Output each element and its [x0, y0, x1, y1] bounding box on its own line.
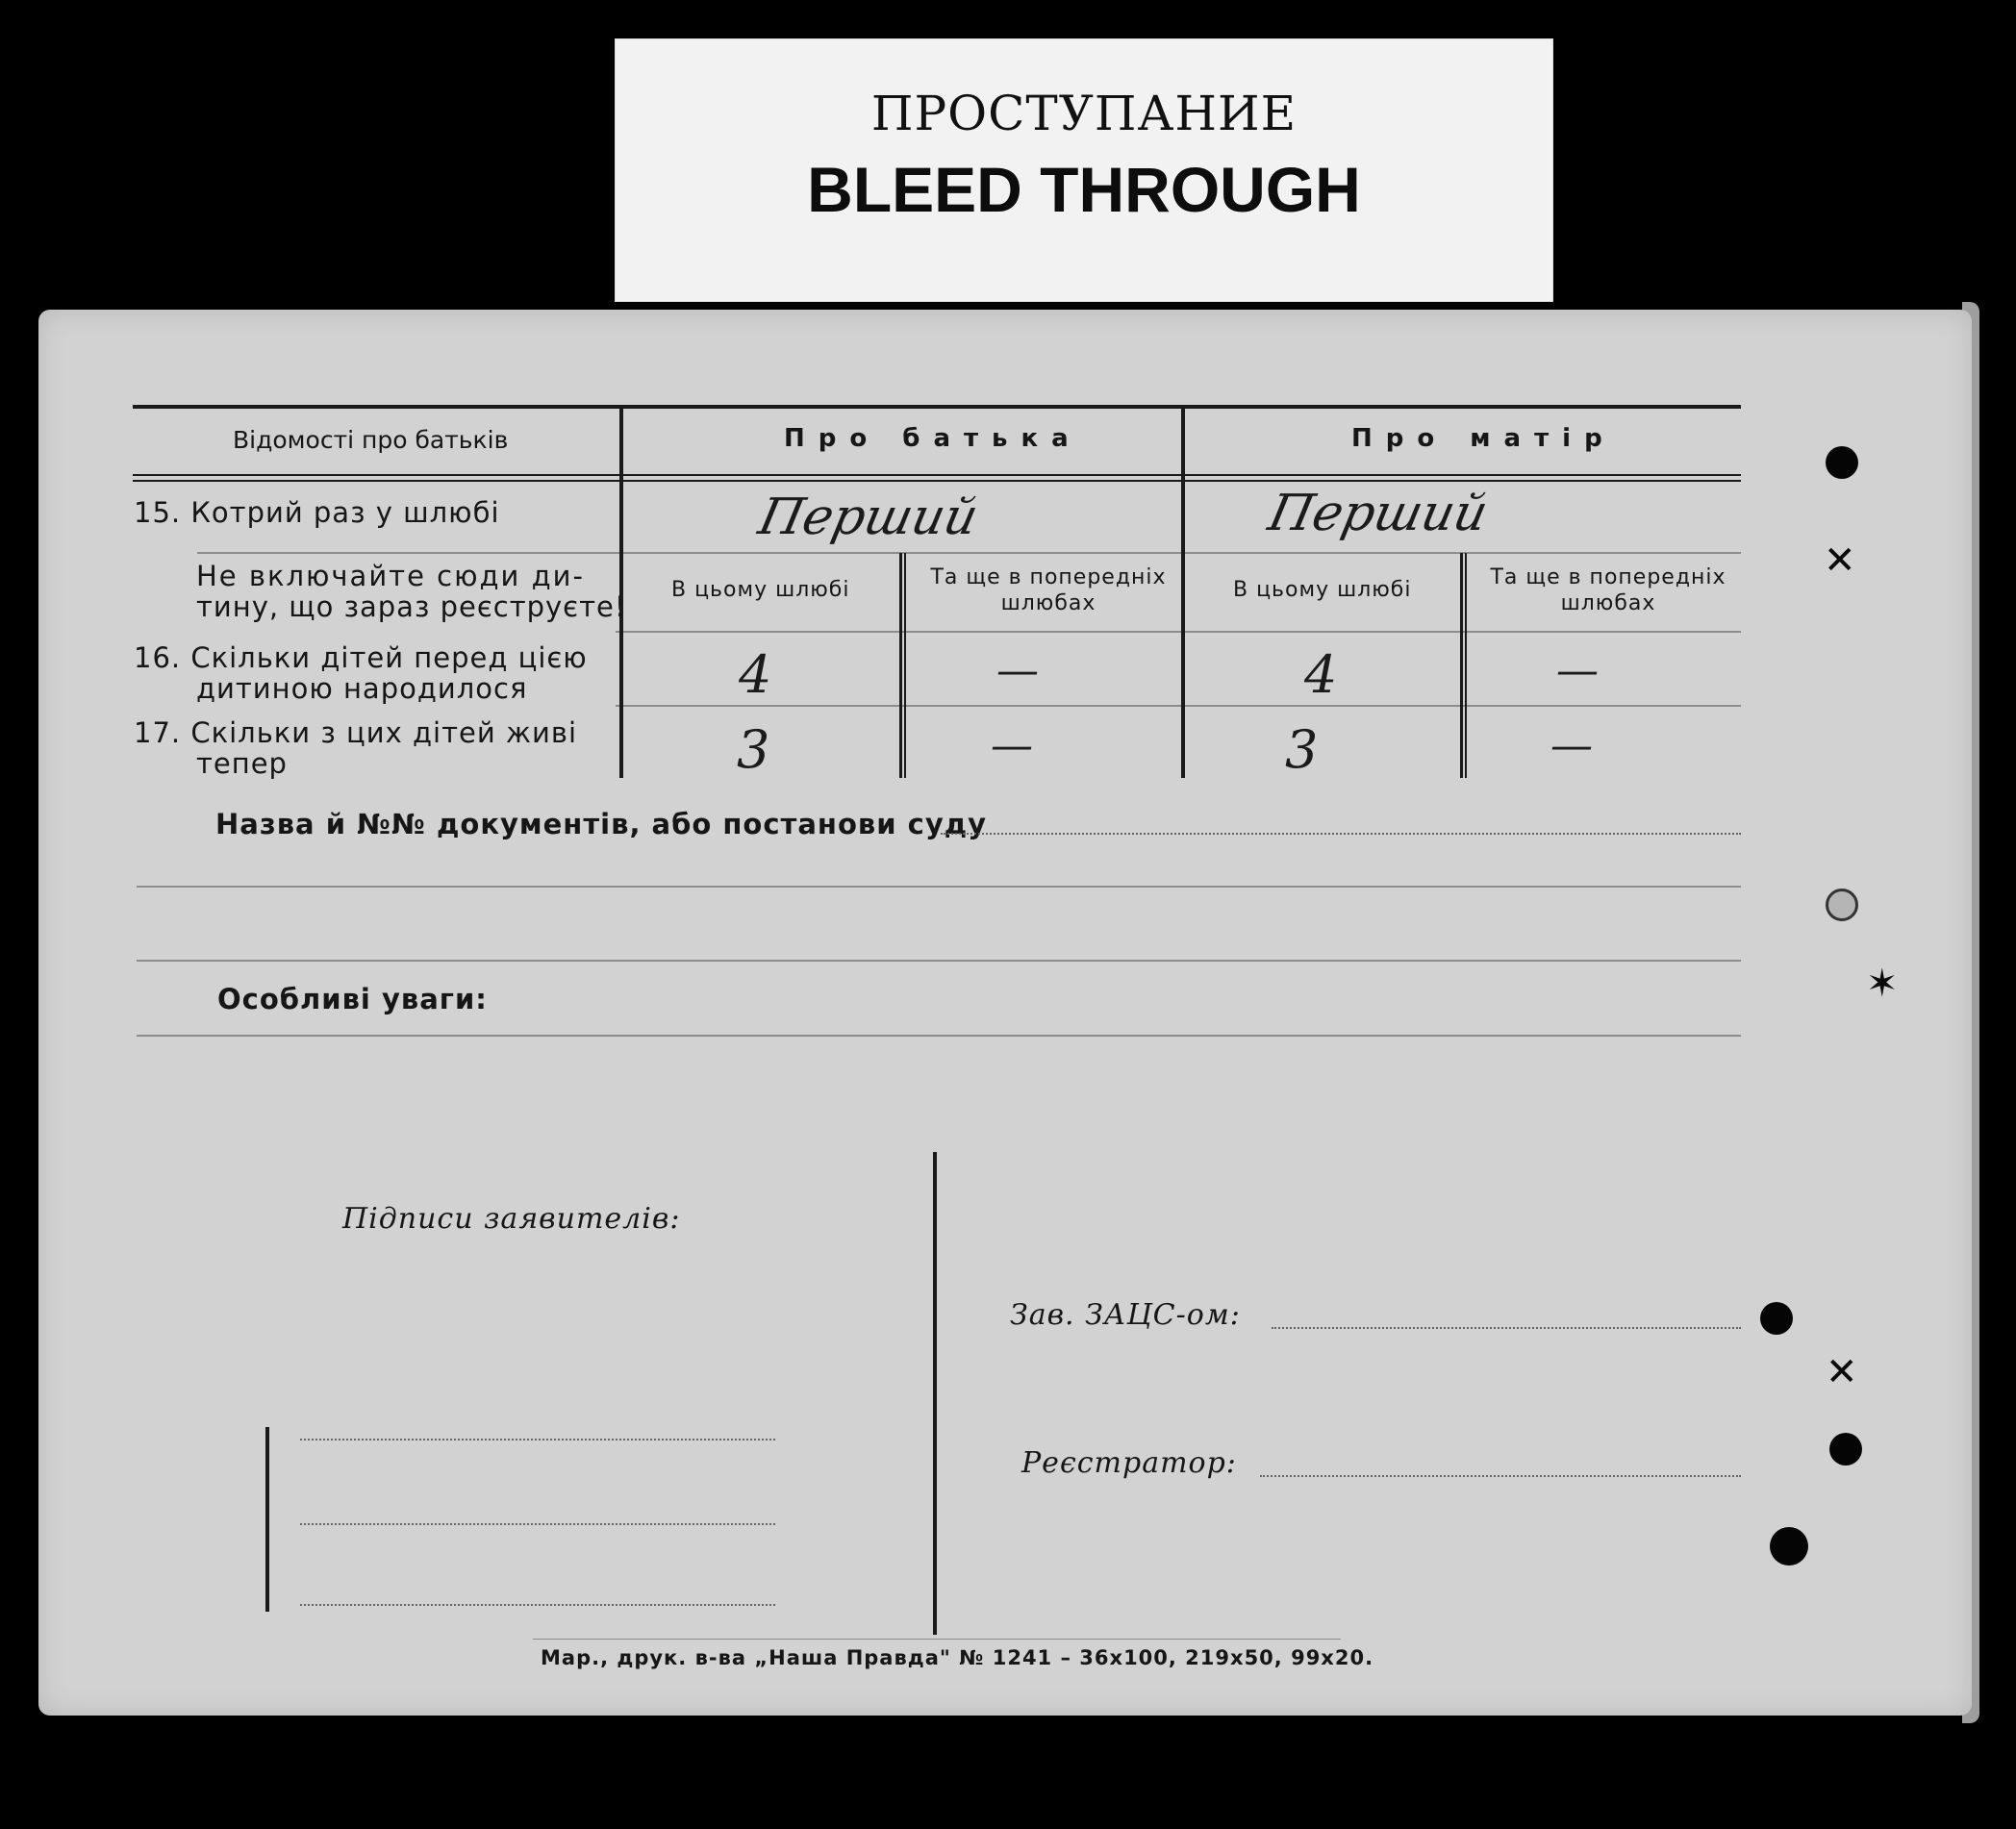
col-divider-father-b	[904, 553, 906, 778]
col-divider-2	[1181, 407, 1185, 778]
signatures-label: Підписи заявителів:	[342, 1202, 681, 1236]
zags-head-signature-line	[1272, 1327, 1741, 1329]
father-prev-header-line1: Та ще в попередніх	[930, 565, 1167, 589]
q17-line-1: 17. Скільки з цих дітей живі	[134, 716, 578, 749]
col-divider-mother-b	[1465, 553, 1467, 778]
header-parents: Відомості про батьків	[233, 426, 509, 454]
header-mother: Про матір	[1351, 424, 1616, 453]
documents-label: Назва й №№ документів, або постанови суду	[215, 808, 988, 840]
bleed-through-label-card	[615, 38, 1553, 302]
signature-line-1	[300, 1439, 775, 1441]
father-prev-marriages-header	[923, 564, 1173, 616]
q16-line-1: 16. Скільки дітей перед цією	[134, 641, 588, 674]
binding-hole-2	[1826, 889, 1858, 921]
father-prev-header-line2: шлюбах	[1000, 591, 1096, 615]
mother-prev-marriages-header	[1483, 564, 1733, 616]
documents-dotted-line	[941, 833, 1741, 835]
table-top-rule	[133, 405, 1741, 409]
signature-bracket	[265, 1427, 269, 1612]
q16-mother-this: 4	[1304, 644, 1338, 705]
signature-line-2	[300, 1523, 775, 1525]
header-rule-2	[133, 480, 1741, 482]
label-russian: ПРОСТУПАНИЕ	[870, 86, 1298, 141]
mother-this-marriage-header: В цьому шлюбі	[1233, 578, 1412, 602]
header-rule-1	[133, 474, 1741, 476]
q17-line-2: тепер	[196, 747, 288, 780]
q15-mother-answer: Перший	[1263, 485, 1494, 542]
q16-father-this: 4	[739, 644, 772, 705]
father-this-marriage-header: В цьому шлюбі	[671, 578, 850, 602]
registrar-label: Реєстратор:	[1021, 1446, 1237, 1480]
col-divider-father	[899, 553, 902, 778]
row15-rule	[197, 552, 1741, 554]
q16-mother-prev: —	[1556, 646, 1599, 695]
q16-line-2: дитиною народилося	[196, 672, 528, 705]
registrar-signature-line	[1260, 1475, 1741, 1477]
q17-father-this: 3	[737, 719, 770, 780]
signature-line-3	[300, 1604, 775, 1606]
special-notes-label: Особливі уваги:	[217, 983, 488, 1015]
signature-divider	[933, 1152, 937, 1635]
label-english: BLEED THROUGH	[807, 154, 1361, 225]
q16-father-prev: —	[996, 646, 1039, 695]
binding-tear-2: ✶	[1866, 962, 1899, 1006]
binding-hole-5	[1770, 1527, 1808, 1566]
col-divider-mother	[1460, 553, 1463, 778]
q17-father-prev: —	[991, 721, 1033, 770]
row16-rule	[616, 705, 1741, 707]
mother-prev-header-line2: шлюбах	[1560, 591, 1656, 615]
binding-hole-3	[1760, 1302, 1793, 1335]
q17-mother-prev: —	[1550, 721, 1593, 770]
q17-mother-this: 3	[1285, 719, 1319, 780]
documents-line-2	[137, 886, 1741, 888]
binding-tear-1: ✕	[1824, 539, 1856, 583]
documents-line-3	[137, 960, 1741, 962]
binding-tear-3: ✕	[1826, 1350, 1858, 1394]
q15-label: 15. Котрий раз у шлюбі	[134, 496, 500, 529]
printer-footer: Мар., друк. в-ва „Наша Правда" № 1241 – 36х100, 219х50, 99х20.	[541, 1646, 1374, 1669]
special-notes-line	[137, 1035, 1741, 1037]
zags-head-label: Зав. ЗАЦС-ом:	[1010, 1298, 1241, 1332]
binding-hole-1	[1826, 446, 1858, 479]
note-rule	[616, 631, 1741, 633]
mother-prev-header-line1: Та ще в попередніх	[1490, 565, 1726, 589]
q15-father-answer: Перший	[753, 489, 984, 546]
header-father: Про батька	[784, 424, 1082, 453]
note-line-1: Не включайте сюди ди-	[196, 560, 585, 592]
note-line-2: тину, що зараз реєструєте!	[196, 590, 627, 623]
binding-hole-4	[1829, 1433, 1862, 1466]
footer-rule	[533, 1639, 1341, 1640]
